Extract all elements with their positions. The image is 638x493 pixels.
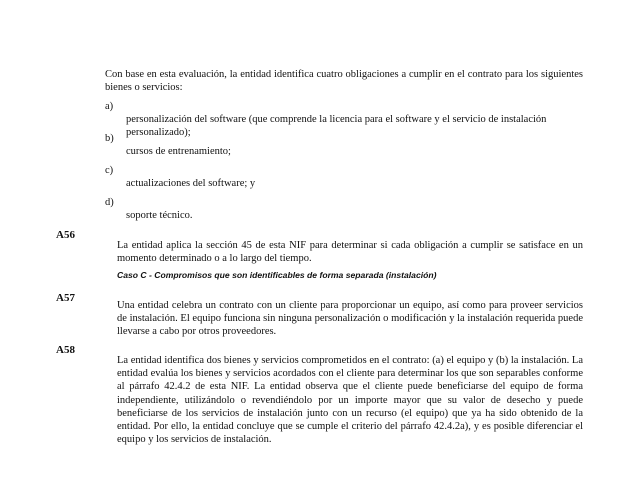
paragraph-label-a56: A56	[56, 229, 75, 241]
list-marker-a: a)	[105, 101, 114, 112]
list-marker-c: c)	[105, 165, 114, 176]
list-marker-d: d)	[105, 197, 114, 208]
paragraph-a57: Una entidad celebra un contrato con un cliente para proporcionar un equipo, así como para proveer servicios de instalación. El equipo funciona sin ninguna personalización o modificación y la instalación requerida puede llevarse a cabo por otros proveedores.	[117, 300, 583, 338]
list-marker-b: b)	[105, 133, 114, 144]
paragraph-a58: La entidad identifica dos bienes y servicios comprometidos en el contrato: (a) el equipo y (b) la instalación. La entidad evalúa los bienes y servicios acordados con el cliente para determinar los que son separables conforme al párrafo 42.4.2 de esta NIF. La entidad observa que el cliente puede beneficiarse del equipo de forma independiente, utilizándolo o revendiéndolo por un importe mayor que su valor de desecho y puede beneficiarse de los servicios de instalación junto con un recurso (el equipo) que ya ha sido obtenido de la entidad. Por ello, la entidad concluye que se cumple el criterio del párrafo 42.4.2a), y es posible diferenciar el equipo y los servicios de instalación.	[117, 355, 583, 446]
case-c-heading: Caso C - Compromisos que son identificables de forma separada (instalación)	[117, 270, 437, 280]
list-item-c: actualizaciones del software; y	[126, 178, 256, 189]
intro-paragraph: Con base en esta evaluación, la entidad identifica cuatro obligaciones a cumplir en el contrato para los siguientes bienes o servicios:	[105, 69, 583, 94]
list-item-b: cursos de entrenamiento;	[126, 146, 231, 157]
list-item-a: personalización del software (que comprende la licencia para el software y el servicio de instalación personalizado);	[126, 114, 547, 139]
paragraph-label-a57: A57	[56, 292, 75, 304]
paragraph-a56: La entidad aplica la sección 45 de esta NIF para determinar si cada obligación a cumplir se satisface en un momento determinado o a lo largo del tiempo.	[117, 240, 583, 265]
list-item-d: soporte técnico.	[126, 210, 193, 221]
paragraph-label-a58: A58	[56, 344, 75, 356]
